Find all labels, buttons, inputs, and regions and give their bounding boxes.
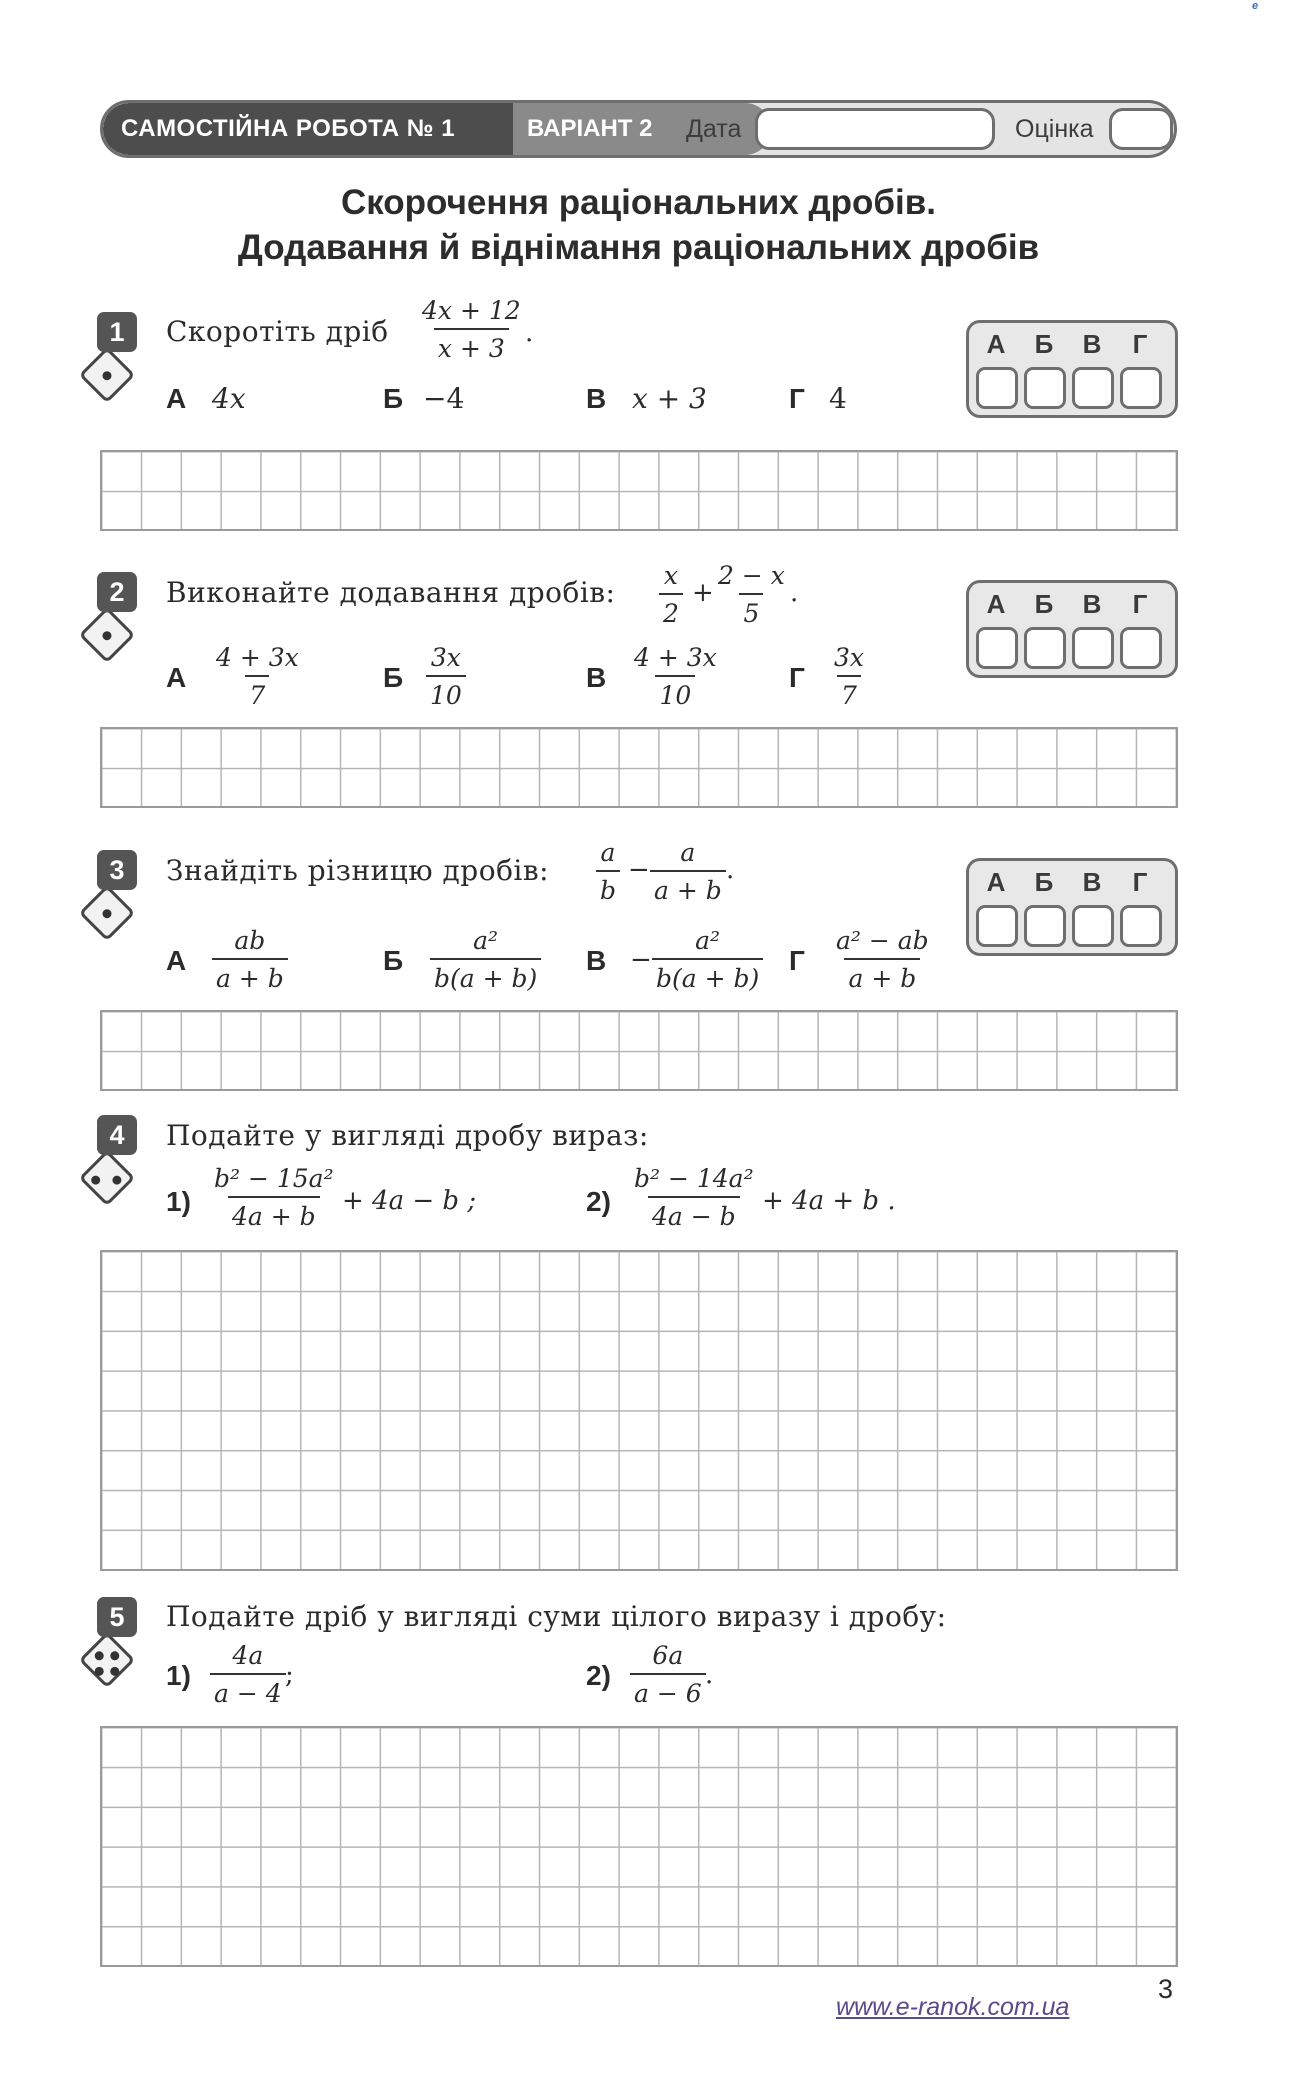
- item-tail: ;: [285, 1660, 294, 1690]
- option-letter: В: [586, 662, 607, 693]
- task-text: Скоротіть дріб: [166, 315, 389, 348]
- answer-cell-b[interactable]: [1024, 367, 1066, 409]
- task-text: Подайте дріб у вигляді суми цілого виразу і дробу:: [166, 1600, 947, 1633]
- fraction-b: $\frac{2 - x}{5}$: [718, 561, 785, 628]
- operator: −: [628, 855, 650, 885]
- option-fraction: $\frac{4 + 3x}{7}$: [216, 643, 299, 710]
- difficulty-diamond-icon: [79, 347, 136, 404]
- option-letter: Б: [383, 383, 404, 414]
- option-fraction: $\frac{3x}{7}$: [834, 643, 865, 710]
- task-text: Виконайте додавання дробів:: [166, 576, 616, 609]
- task-number: 4: [97, 1115, 137, 1155]
- task-text: Знайдіть різницю дробів:: [166, 854, 550, 887]
- operator: +: [692, 578, 714, 608]
- answer-cell-a[interactable]: [976, 627, 1018, 669]
- item-fraction: $\frac{6a}{a - 6}$: [630, 1643, 706, 1706]
- fraction-b: $\frac{a}{a + b}$: [650, 840, 726, 903]
- work-title: САМОСТІЙНА РОБОТА № 1: [103, 103, 513, 155]
- item-tail: .: [705, 1660, 714, 1690]
- option-letter: Г: [789, 945, 805, 976]
- option-letter: А: [166, 662, 187, 693]
- task-number: 1: [97, 312, 137, 352]
- task-number: 2: [97, 572, 137, 612]
- task-period: .: [726, 855, 735, 885]
- option-fraction: $\frac{\text{a²}}{b(a + b)}$: [430, 928, 541, 991]
- answer-cell-g[interactable]: [1120, 367, 1162, 409]
- answer-cell-a[interactable]: [976, 905, 1018, 947]
- work-grid[interactable]: [100, 1726, 1178, 1967]
- task-number: 3: [97, 850, 137, 890]
- difficulty-diamond-icon: [79, 1632, 136, 1689]
- difficulty-diamond-icon: [79, 607, 136, 664]
- task-period: .: [525, 318, 534, 348]
- item-fraction: $\frac{\text{b² − 14a²}}{4a - b}$: [634, 1164, 754, 1231]
- answer-cell-v[interactable]: [1072, 367, 1114, 409]
- answer-box: А Б В Г: [966, 580, 1178, 678]
- task-number: 5: [97, 1597, 137, 1637]
- item-fraction: $\frac{4a}{a - 4}$: [210, 1643, 286, 1706]
- difficulty-diamond-icon: [79, 885, 136, 942]
- item-fraction: $\frac{\text{b² − 15a²}}{4a + b}$: [214, 1164, 334, 1231]
- answer-box: А Б В Г: [966, 320, 1178, 418]
- option-letter: Б: [383, 945, 404, 976]
- option-letter: Б: [383, 662, 404, 693]
- page-number: 3: [1158, 1974, 1174, 2004]
- item-label: 2): [586, 1660, 611, 1691]
- answer-cell-a[interactable]: [976, 367, 1018, 409]
- item-tail: + 4a − b ;: [342, 1186, 477, 1216]
- option-fraction: $\frac{4 + 3x}{10}$: [634, 643, 717, 710]
- option-value: x + 3: [632, 382, 707, 415]
- answer-cell-g[interactable]: [1120, 905, 1162, 947]
- page-title-line1: Скорочення раціональних дробів.: [340, 183, 937, 222]
- page-title-line2: Додавання й віднімання раціональних дробів: [237, 228, 1040, 267]
- item-tail: + 4a + b .: [762, 1186, 896, 1216]
- date-field[interactable]: [755, 108, 995, 150]
- fraction-a: $\frac{x}{2}$: [659, 563, 683, 626]
- publisher-url[interactable]: www.e-ranok.com.ua: [836, 1993, 1070, 2021]
- option-sign: −: [630, 945, 652, 975]
- option-value: 4: [829, 382, 847, 415]
- grade-field[interactable]: [1109, 108, 1173, 150]
- option-letter: В: [586, 383, 607, 414]
- item-label: 1): [166, 1186, 191, 1217]
- option-letter: Г: [789, 662, 805, 693]
- option-letter: А: [166, 383, 187, 414]
- item-label: 1): [166, 1660, 191, 1691]
- publisher-logo: e: [1252, 0, 1259, 12]
- answer-cell-b[interactable]: [1024, 905, 1066, 947]
- work-grid[interactable]: [100, 1010, 1178, 1091]
- option-fraction: $\frac{\text{a² − ab}}{a + b}$: [836, 926, 929, 993]
- difficulty-diamond-icon: [79, 1150, 136, 1207]
- work-grid[interactable]: [100, 450, 1178, 531]
- option-letter: Г: [789, 383, 805, 414]
- work-grid[interactable]: [100, 1250, 1178, 1571]
- option-fraction: $\frac{3x}{10}$: [426, 645, 466, 708]
- item-label: 2): [586, 1186, 611, 1217]
- task-text: Подайте у вигляді дробу вираз:: [166, 1119, 649, 1152]
- answer-cell-v[interactable]: [1072, 627, 1114, 669]
- option-value: −4: [423, 382, 465, 415]
- fraction-a: $\frac{a}{b}$: [596, 840, 620, 903]
- option-letter: А: [166, 945, 187, 976]
- answer-box: А Б В Г: [966, 858, 1178, 956]
- variant-label: ВАРІАНТ 2: [513, 103, 771, 155]
- option-fraction: $\frac{ab}{a + b}$: [212, 928, 288, 991]
- task-period: .: [790, 578, 799, 608]
- grade-label: Оцінка: [1015, 115, 1094, 143]
- header-bar: [100, 100, 1177, 158]
- option-fraction: $\frac{\text{a²}}{b(a + b)}$: [652, 928, 763, 991]
- answer-cell-b[interactable]: [1024, 627, 1066, 669]
- answer-cell-g[interactable]: [1120, 627, 1162, 669]
- option-letter: В: [586, 945, 607, 976]
- date-label: Дата: [686, 115, 742, 143]
- option-value: 4x: [212, 382, 246, 415]
- work-grid[interactable]: [100, 727, 1178, 808]
- answer-cell-v[interactable]: [1072, 905, 1114, 947]
- task-fraction: $\frac{4x + 12}{x + 3}$: [422, 296, 521, 363]
